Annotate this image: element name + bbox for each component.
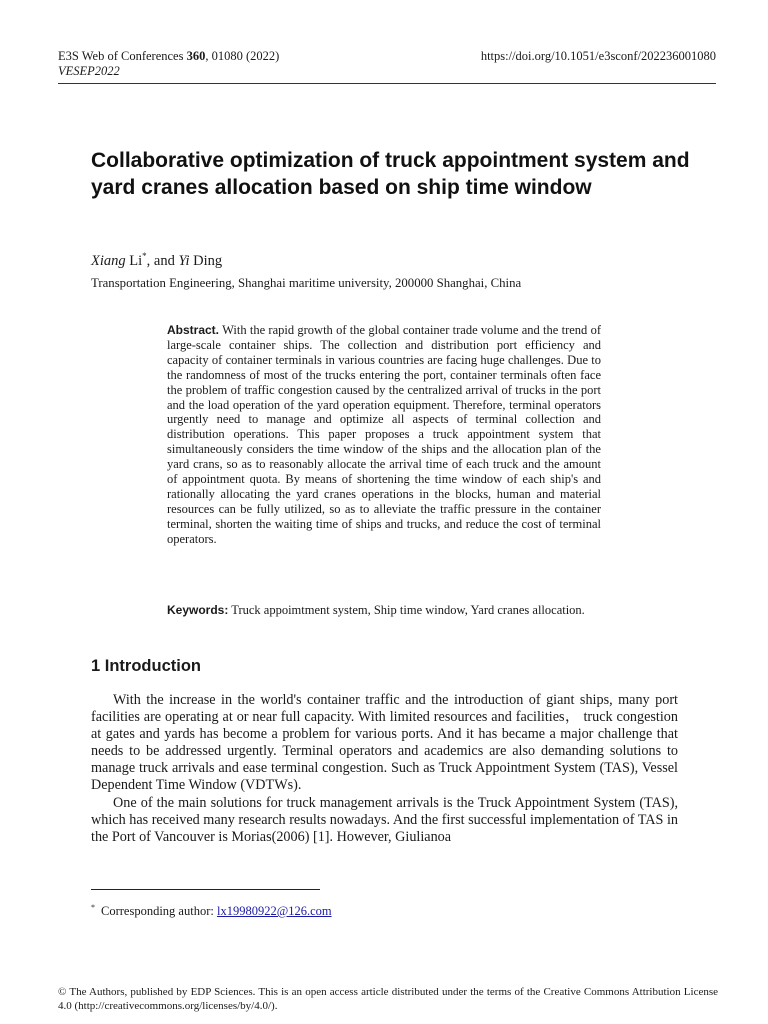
conference-name: VESEP2022 [58, 64, 120, 78]
header-divider [58, 83, 716, 84]
doi-link[interactable]: https://doi.org/10.1051/e3sconf/202236001080 [480, 49, 716, 63]
footnote-label: Corresponding author: [101, 904, 217, 919]
section-body [91, 692, 678, 846]
author-line [91, 251, 222, 270]
body-paragraph: One of the main solutions for truck management arrivals is the Truck Appointment System (TAS), which has received many research results nowadays. And the first successful implementation of TAS in the Port of Vancouver is Morias(2006) [1]. However, Giulianoa [91, 794, 678, 845]
keywords-label: Keywords: [167, 603, 229, 617]
corresponding-author-mark: * [142, 251, 147, 261]
article-number: , 01080 (2022) [205, 49, 280, 63]
author2-given-name: Yi [178, 252, 190, 269]
journal-name: E3S Web of Conferences [58, 49, 187, 63]
author-separator: , and [146, 252, 179, 269]
keywords-block [167, 603, 601, 618]
section-heading: 1 Introduction [91, 657, 201, 675]
abstract-text: With the rapid growth of the global container trade volume and the trend of large-scale container ships. The collection and distribution port efficiency and capacity of container terminals in various countries are facing huge challenges. Due to the randomness of most of the trucks entering the port, container terminals often face the problem of traffic congestion caused by the centralized arrival of trucks in the port and the load operation of the yard operation equipment. Therefore, terminal operators urgently need to manage and optimize all aspects of terminal collection and distribution operations. This paper proposes a truck appointment system that simultaneously considers the time window of the ships and the allocation plan of the yard crans, so as to reasonably allocate the arrival time of each truck and the amount of appointment quota. By means of shortening the time window of each ship's and rationally allocating the yard cranes operations in the blocks, human and material resources can be fully utilized, so as to alleviate the traffic pressure in the container terminal, shorten the waiting time of ships and trucks, and reduce the cost of terminal operators. [167, 323, 601, 546]
license-notice: © The Authors, published by EDP Sciences. This is an open access article distributed under the terms of the Creative Commons Attribution License 4.0 (http://creativecommons.org/licenses/by/4.0/). [58, 986, 718, 1012]
author2-family-name: Ding [189, 252, 223, 269]
journal-volume: 360 [186, 49, 206, 63]
affiliation: Transportation Engineering, Shanghai maritime university, 200000 Shanghai, China [91, 276, 522, 290]
footnote-mark: * [91, 903, 95, 912]
abstract-block [167, 323, 601, 547]
abstract-label: Abstract. [167, 323, 220, 337]
body-paragraph: With the increase in the world's container traffic and the introduction of giant ships, many port facilities are operating at or near full capacity. With limited resources and facilities， truck congestion at gates and yards has become a problem for various ports. And it has became a major challenge that needs to be addressed urgently. Terminal operators and academics are also demanding solutions to manage truck arrivals and ease terminal congestion. Such as Truck Appointment System (TAS), Vessel Dependent Time Window (VDTWs). [91, 692, 678, 794]
paper-title: Collaborative optimization of truck appointment system and yard cranes allocation based on ship time window [91, 149, 690, 199]
footnote [91, 903, 332, 919]
keywords-text: Truck appoimtment system, Ship time window, Yard cranes allocation. [228, 603, 585, 617]
journal-citation [58, 49, 279, 64]
author1-family-name: Li [125, 252, 143, 269]
footnote-divider [91, 889, 320, 890]
running-header-left [58, 49, 279, 79]
author-email-link[interactable]: lx19980922@126.com [216, 904, 332, 919]
author1-given-name: Xiang [91, 252, 126, 269]
